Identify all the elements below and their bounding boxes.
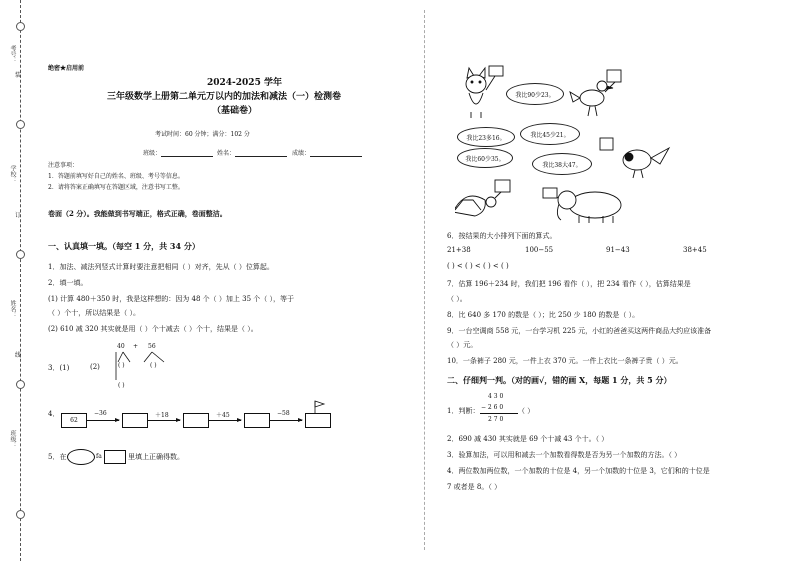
page-title: 三年级数学上册第二单元万以内的加法和减法（一）检测卷 bbox=[107, 92, 342, 102]
chain-op: ＋18 bbox=[155, 412, 169, 419]
judge-1-blank[interactable]: （ ） bbox=[518, 407, 535, 415]
vertical-top: 4 3 0 bbox=[488, 393, 504, 400]
binding-ding: 订 bbox=[15, 212, 22, 219]
question-5-tail: 里填上正确得数。 bbox=[128, 453, 184, 461]
binding-zhuang: 装 bbox=[15, 72, 22, 79]
binding-label-school: 学校： bbox=[9, 165, 16, 183]
name-field[interactable]: 姓名： bbox=[217, 148, 287, 157]
header-year: 2024-2025 学年 bbox=[207, 78, 282, 88]
binding-circle bbox=[16, 510, 25, 519]
chain-answer-box[interactable] bbox=[305, 413, 331, 428]
chain-op: ＋45 bbox=[216, 412, 230, 419]
square-blank[interactable] bbox=[104, 450, 126, 464]
q6-expr: 38+45 bbox=[683, 246, 707, 254]
bird-2-icon bbox=[600, 138, 669, 178]
q6-order-blanks: ( ) < ( ) < ( ) < ( ) bbox=[447, 262, 509, 270]
note-item: 1．答题前填写好自己的姓名、班级、考号等信息。 bbox=[48, 173, 184, 180]
speech-bubble: 我比90少23。 bbox=[506, 83, 564, 105]
speech-bubble: 我比23多16。 bbox=[457, 127, 515, 147]
chain-start-box: 62 bbox=[61, 413, 87, 428]
binding-circle bbox=[16, 250, 25, 259]
question-1: 1．加法、减法列竖式计算时要注意把相同（ ）对齐，先从（ ）位算起。 bbox=[48, 263, 274, 271]
question-6: 6．按结果的大小排列下面的算式。 bbox=[447, 232, 557, 240]
chain-arrow bbox=[270, 420, 302, 421]
question-3-label-2: (2) bbox=[90, 363, 100, 371]
note-item: 2．请将答案正确填写在答题区域，注意书写工整。 bbox=[48, 184, 184, 191]
question-8: 8．比 640 多 170 的数是（ ）；比 250 少 180 的数是（ ）。 bbox=[447, 311, 640, 319]
cat-icon bbox=[466, 66, 503, 118]
chain-arrow bbox=[148, 420, 180, 421]
q3-blank[interactable]: ( ) bbox=[118, 362, 125, 369]
page-divider bbox=[424, 10, 425, 550]
notes-title: 注意事项： bbox=[48, 162, 79, 169]
question-2: 2．填一填。 bbox=[48, 279, 88, 287]
question-5-label: 5．在 bbox=[48, 453, 67, 461]
secret-label: 绝密★启用前 bbox=[48, 65, 85, 72]
question-2a-cont: （ ）个十，所以结果是（ ）。 bbox=[48, 309, 140, 317]
question-7: 7．估算 196＋234 时，我们把 196 看作（ ），把 234 看作（ ），估算结果是 bbox=[447, 280, 691, 288]
chain-answer-box[interactable] bbox=[183, 413, 209, 428]
q3-number-a: 40 bbox=[117, 343, 125, 350]
section2-title: 二、仔细判一判。（对的画√，错的画 X，每题 1 分，共 5 分） bbox=[447, 375, 672, 385]
neatness-note: 卷面（2 分）。我能做到书写端正，格式正确，卷面整洁。 bbox=[48, 209, 227, 218]
binding-label-exam-number: 考号： bbox=[9, 45, 16, 63]
chain-answer-box[interactable] bbox=[244, 413, 270, 428]
class-field[interactable]: 班级： bbox=[143, 148, 213, 157]
judge-1-label: 1．判断： bbox=[447, 407, 480, 415]
question-4-label: 4． bbox=[48, 410, 60, 418]
binding-label-class: 班级： bbox=[9, 430, 16, 448]
question-7-cont: （ ）。 bbox=[447, 295, 467, 303]
binding-circle bbox=[16, 120, 25, 129]
q5-fa-label: fa bbox=[96, 453, 102, 460]
question-9-cont: （ ）元。 bbox=[447, 341, 478, 349]
binding-xian: 线 bbox=[15, 352, 22, 359]
binding-circle bbox=[16, 380, 25, 389]
chain-op: −36 bbox=[94, 410, 107, 417]
chain-arrow bbox=[87, 420, 119, 421]
question-2b: (2) 610 减 320 其实就是用（ ）个十减去（ ）个十，结果是（ ）。 bbox=[48, 325, 258, 333]
speech-bubble: 我比45少21。 bbox=[520, 123, 580, 145]
q3-plus: + bbox=[133, 343, 139, 350]
page-subtitle: （基础卷） bbox=[212, 106, 258, 116]
turtle-icon bbox=[455, 180, 510, 216]
question-9: 9．一台空调商 558 元，一台学习机 225 元，小红的爸爸买这两件商品大约应该准备 bbox=[447, 327, 712, 335]
binding-dashed-line bbox=[20, 0, 21, 561]
judge-3: 3．验算加法，可以用和减去一个加数看得数是否为另一个加数的方法。（ ） bbox=[447, 451, 682, 459]
elephant-icon bbox=[543, 188, 621, 223]
question-10: 10．一条裤子 280 元，一件上衣 370 元。一件上衣比一条裤子贵（ ）元。 bbox=[447, 357, 683, 365]
question-3-label: 3．(1) bbox=[48, 364, 70, 372]
q6-expr: 21+38 bbox=[447, 246, 471, 254]
chain-op: −58 bbox=[277, 410, 290, 417]
oval-blank[interactable] bbox=[67, 449, 95, 465]
speech-bubble: 我比38大47。 bbox=[532, 153, 592, 175]
flag-icon bbox=[313, 400, 327, 414]
speech-bubble: 我比60少35。 bbox=[457, 148, 513, 168]
judge-4: 4．两位数加两位数，一个加数的十位是 4，另一个加数的十位是 3，它们和的十位是 bbox=[447, 467, 710, 475]
chain-answer-box[interactable] bbox=[122, 413, 148, 428]
chain-arrow bbox=[209, 420, 241, 421]
q6-expr: 91−43 bbox=[606, 246, 630, 254]
judge-4-cont: 7 或者是 8。（ ） bbox=[447, 483, 502, 491]
vertical-mid: − 2 6 0 bbox=[481, 404, 504, 411]
q3-number-b: 56 bbox=[148, 343, 156, 350]
vertical-bottom: 2 7 0 bbox=[488, 416, 504, 423]
exam-info: 考试时间：60 分钟；满分：102 分 bbox=[155, 131, 250, 138]
question-2a: (1) 计算 480＋350 时，我是这样想的：因为 48 个（ ）加上 35 个（ ），等于 bbox=[48, 295, 294, 303]
judge-2: 2．690 减 430 其实就是 69 个十减 43 个十。（ ） bbox=[447, 435, 609, 443]
score-field[interactable]: 成绩： bbox=[292, 148, 362, 157]
q3-blank[interactable]: ( ) bbox=[118, 382, 125, 389]
q3-blank[interactable]: ( ) bbox=[150, 362, 157, 369]
binding-label-name: 姓名： bbox=[9, 300, 16, 318]
bird-icon bbox=[570, 70, 621, 116]
binding-circle bbox=[16, 22, 25, 31]
q6-expr: 100−55 bbox=[525, 246, 554, 254]
section1-title: 一、认真填一填。（每空 1 分，共 34 分） bbox=[48, 241, 200, 251]
vertical-line bbox=[480, 413, 518, 414]
